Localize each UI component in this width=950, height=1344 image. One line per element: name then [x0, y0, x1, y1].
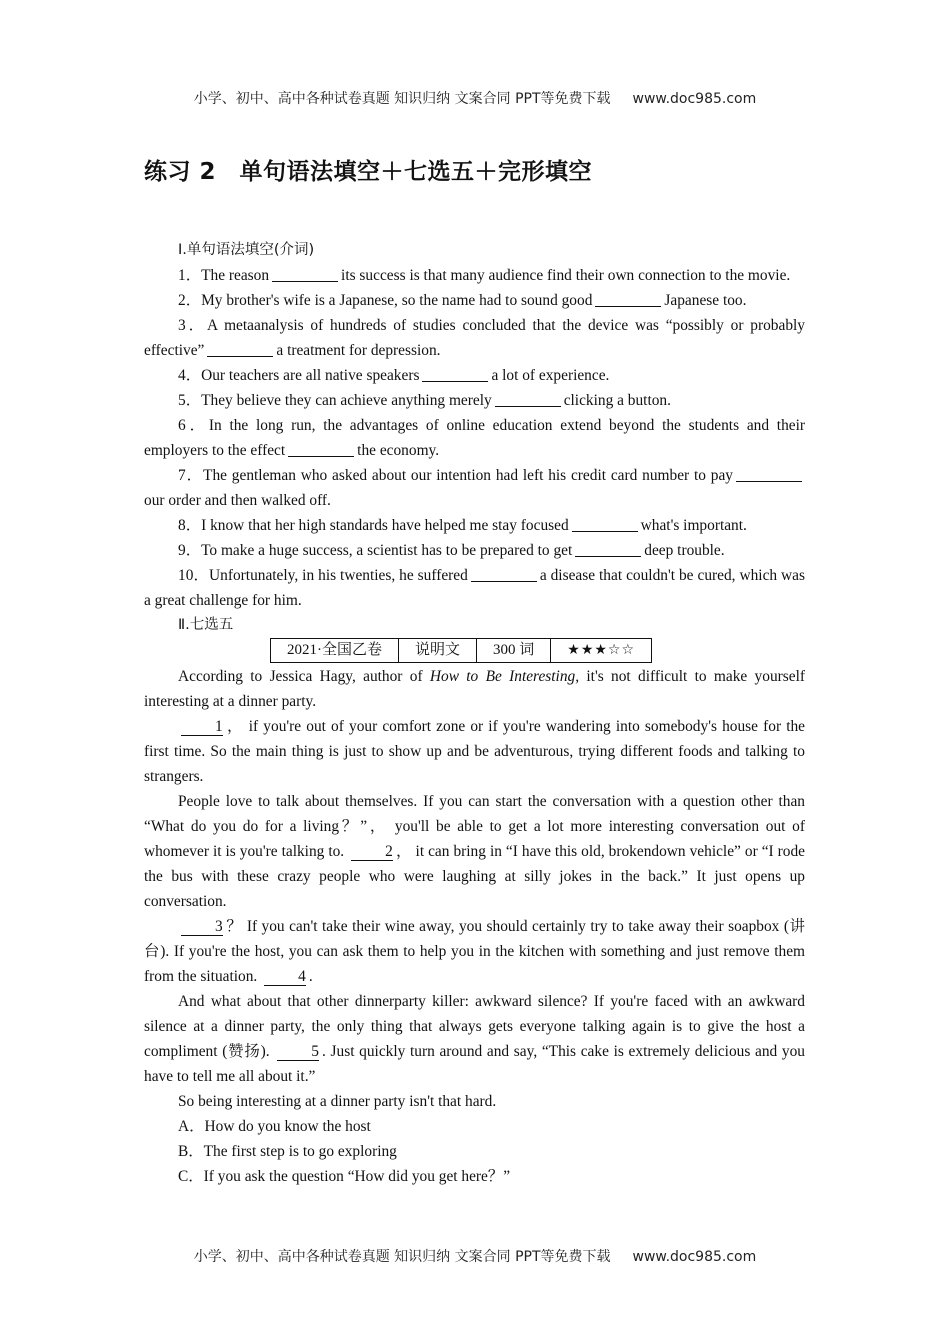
question-text-after: a treatment for depression.	[276, 342, 441, 359]
question-text-after: what's important.	[640, 517, 747, 534]
page-footer	[0, 1246, 950, 1266]
question-text-before: Our teachers are all native speakers	[201, 367, 420, 384]
section2-heading: Ⅱ.七选五	[178, 617, 234, 633]
question-text-before: Unfortunately, in his twenties, he suffered	[209, 567, 468, 584]
question-text-after: a disease that couldn't be cured, which was a great challenge for him.	[144, 567, 805, 609]
answer-blank[interactable]	[495, 391, 561, 407]
page-header	[0, 88, 950, 108]
passage-paragraph-1	[144, 664, 805, 714]
option-c: C．If you ask the question “How did you get here？”	[178, 1168, 511, 1185]
p1-text-b: it's not difficult to make yourself interesting at a dinner party.	[144, 668, 805, 710]
passage-paragraph-6: So being interesting at a dinner party isn't that hard.	[178, 1093, 497, 1110]
blank-4[interactable]: 4	[264, 968, 306, 986]
answer-blank[interactable]	[272, 266, 338, 282]
answer-blank[interactable]	[572, 516, 638, 532]
answer-blank[interactable]	[288, 441, 354, 457]
question-list	[144, 263, 805, 613]
question-text-after: Japanese too.	[664, 292, 747, 309]
question-number: 3．	[178, 317, 208, 334]
question-number: 8．	[178, 517, 202, 534]
question-number: 9．	[178, 542, 202, 559]
question-text-before: They believe they can achieve anything merely	[201, 392, 492, 409]
passage-paragraph-4	[144, 914, 805, 989]
p1-text-a: According to Jessica Hagy, author of	[178, 668, 430, 685]
question-text-after: the economy.	[357, 442, 440, 459]
header-site-link[interactable]: www.doc985.com	[632, 91, 757, 107]
question-number: 4．	[178, 367, 202, 384]
blank-3[interactable]: 3	[181, 918, 223, 936]
footer-text: 小学、初中、高中各种试卷真题 知识归纳 文案合同 PPT等免费下载	[193, 1249, 611, 1265]
question-number: 6．	[178, 417, 209, 434]
answer-blank[interactable]	[575, 541, 641, 557]
question-text-before: In the long run, the advantages of online education extend beyond the students and their employers to the effect	[144, 417, 805, 459]
book-title: How to Be Interesting,	[429, 668, 580, 685]
question-text-before: I know that her high standards have helped me stay focused	[201, 517, 569, 534]
footer-site-link[interactable]: www.doc985.com	[632, 1249, 757, 1265]
question-text-before: The gentleman who asked about our intention had left his credit card number to pay	[203, 467, 733, 484]
option-a: A．How do you know the host	[178, 1118, 371, 1135]
question-text-after: its success is that many audience find their own connection to the movie.	[341, 267, 791, 284]
section1-heading: Ⅰ.单句语法填空(介词)	[178, 242, 315, 258]
question-text-before: The reason	[201, 267, 270, 284]
info-words: 300 词	[477, 639, 551, 663]
passage-paragraph-5	[144, 989, 805, 1089]
question-text-before: To make a huge success, a scientist has to be prepared to get	[201, 542, 573, 559]
blank-2[interactable]: 2	[351, 843, 393, 861]
info-source: 2021·全国乙卷	[271, 639, 399, 663]
question-item	[144, 288, 805, 313]
blank-5[interactable]: 5	[277, 1043, 319, 1061]
question-item	[144, 263, 805, 288]
p2-text: ， if you're out of your comfort zone or if you're wandering into somebody's house for the first time. So the main thing is just to show up and be adventurous, trying different foods and talking to strangers.	[144, 718, 805, 785]
answer-blank[interactable]	[471, 566, 537, 582]
question-item	[144, 538, 805, 563]
question-text-after: deep trouble.	[644, 542, 725, 559]
question-number: 10．	[178, 567, 210, 584]
question-item	[144, 413, 805, 463]
passage-paragraph-3	[144, 789, 805, 914]
blank-1[interactable]: 1	[181, 718, 223, 736]
question-text-after: clicking a button.	[563, 392, 671, 409]
header-text: 小学、初中、高中各种试卷真题 知识归纳 文案合同 PPT等免费下载	[193, 91, 611, 107]
question-text-after: a lot of experience.	[491, 367, 610, 384]
question-item	[144, 463, 805, 513]
question-text-before: A metaanalysis of hundreds of studies concluded that the device was “possibly or probably effective”	[144, 317, 805, 359]
exercise-content	[144, 238, 805, 1189]
question-item	[144, 363, 805, 388]
question-item	[144, 313, 805, 363]
passage-paragraph-2	[144, 714, 805, 789]
answer-blank[interactable]	[595, 291, 661, 307]
answer-blank[interactable]	[736, 466, 802, 482]
passage-info-table	[270, 638, 652, 663]
question-number: 5．	[178, 392, 202, 409]
p5-text-b: . Just quickly turn around and say, “This cake is extremely delicious and you have to tell me all about it.”	[144, 1043, 806, 1085]
answer-blank[interactable]	[422, 366, 488, 382]
question-item	[144, 563, 805, 613]
p3-text-a: People love to talk about themselves. If you can start the conversation with a question other than “What do you do for a living？”， you'll be able to get a lot more interesting conversation out of whomever it is you're talking to.	[144, 793, 805, 860]
p5-text-a: And what about that other dinnerparty killer: awkward silence? If you're faced with an awkward silence at a dinner party, the only thing that always gets everyone talking again is to give the host a compliment (赞扬).	[144, 993, 805, 1060]
option-b: B．The first step is to go exploring	[178, 1143, 397, 1160]
question-item	[144, 513, 805, 538]
question-number: 7．	[178, 467, 204, 484]
p4-text-b: .	[308, 968, 313, 985]
question-number: 2．	[178, 292, 202, 309]
p3-text-b: ， it can bring in “I have this old, brokendown vehicle” or “I rode the bus with these crazy people who were laughing at silly jokes in the back.” It just opens up conversation.	[144, 843, 805, 910]
info-genre: 说明文	[399, 639, 477, 663]
question-number: 1．	[178, 267, 202, 284]
question-text-before: My brother's wife is a Japanese, so the name had to sound good	[201, 292, 593, 309]
question-text-after: our order and then walked off.	[144, 492, 331, 509]
question-item	[144, 388, 805, 413]
page-title: 练习 2 单句语法填空＋七选五＋完形填空	[144, 159, 593, 185]
answer-blank[interactable]	[207, 341, 273, 357]
difficulty-stars: ★★★☆☆	[551, 639, 652, 663]
p4-text-a: ？ If you can't take their wine away, you should certainly try to take away their soapbox (讲台). If you're the host, you can ask them to help you in the kitchen with something and just remove them from the situation.	[144, 918, 805, 985]
